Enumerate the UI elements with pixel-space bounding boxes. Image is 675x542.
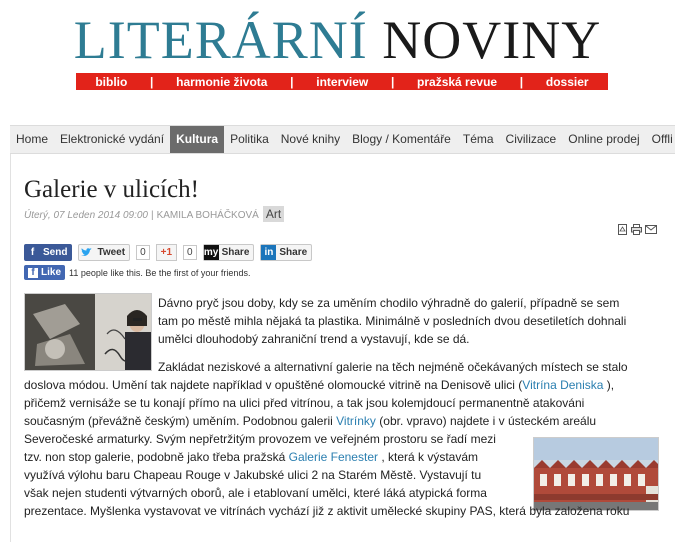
article-tools	[617, 222, 656, 233]
body-line-1: Dávno pryč jsou doby, kdy se za uměním chodilo výhradně do galerií, případně se sem	[158, 296, 620, 310]
meta-separator: |	[150, 210, 154, 221]
nav-tab-kultura[interactable]: Kultura	[170, 126, 224, 153]
gplus-icon[interactable]: +1	[156, 244, 177, 261]
link-vitrina-deniska[interactable]: Vitrína Deniska	[522, 378, 604, 392]
main-nav	[10, 125, 675, 154]
link-galerie-fenester[interactable]: Galerie Fenester	[288, 450, 378, 464]
my-icon: my	[203, 247, 219, 258]
link-vitrinky[interactable]: Vitrínky	[336, 414, 376, 428]
gplus-count: 0	[183, 245, 197, 260]
linkedin-share-label: Share	[279, 247, 308, 258]
body-line-5-text: doslova módou. Umění tak najdete například v opuštěné olomoucké vitrině na Denisově ulici (	[24, 378, 523, 392]
body-line-5	[24, 378, 614, 393]
my-share-button[interactable]	[203, 244, 255, 261]
print-icon[interactable]	[631, 222, 642, 233]
body-line-4: Zakládat neziskové a alternativní galerie na těch nejméně očekávaných místech se stalo	[158, 360, 628, 374]
facebook-icon: f	[25, 245, 40, 260]
pdf-icon[interactable]	[617, 222, 628, 233]
body-line-2: tam po městě mihla nějaká ta plastika. Minimálně v posledních dvou desetiletích dohnali	[158, 314, 627, 328]
body-line-12: prezentace. Myšlenka vystavovat ve vitrínách vychází již z aktivit umělecké skupiny PAS, která byla založena roku	[24, 504, 630, 518]
section-link-dossier[interactable]: dossier	[545, 74, 589, 89]
twitter-icon	[79, 245, 94, 260]
section-separator: |	[390, 74, 395, 89]
facebook-like-button[interactable]	[24, 265, 65, 280]
nav-tab-civilizace[interactable]: Civilizace	[505, 132, 557, 146]
facebook-like-row	[24, 265, 250, 280]
body-line-3: umělci dlouhodobý zahraniční trend a vystavují, kde se dá.	[158, 332, 470, 346]
section-separator: |	[150, 74, 154, 89]
body-line-6: přičemž vernisáže se tu konají přímo na ulici před vitrínou, a tak jsou kolemjdoucí permanentně atakováni	[24, 396, 585, 410]
my-share-label: Share	[221, 247, 250, 258]
article-image-woman[interactable]	[24, 293, 152, 371]
body-line-7-b: (obr. vpravo) najdete i v ústeckém areálu	[375, 414, 597, 428]
section-link-interview[interactable]: interview	[316, 74, 369, 89]
tweet-button[interactable]	[78, 244, 130, 261]
body-line-5-end: ),	[603, 378, 615, 392]
nav-tab-tema[interactable]: Téma	[462, 132, 494, 146]
body-line-8: Severočeské armaturky. Svým nepřetržitým provozem ve veřejném prostoru se řadí mezi	[24, 432, 496, 446]
body-line-10: využívá výlohu baru Chapeau Rouge v Jakubské ulici 2 na Starém Městě. Vystavují tu	[24, 468, 482, 482]
like-label: Like	[41, 267, 62, 278]
linkedin-icon: in	[261, 245, 276, 260]
article-date: Úterý, 07 Leden 2014 09:00	[24, 210, 148, 221]
article-category-badge[interactable]: Art	[263, 206, 284, 222]
logo-part-1: LITERÁRNÍ	[73, 10, 368, 70]
site-logo[interactable]	[0, 12, 675, 68]
nav-tab-offline[interactable]: Offli	[651, 132, 673, 146]
masthead	[0, 0, 675, 100]
social-bar	[24, 244, 312, 261]
nav-tab-online-prodej[interactable]: Online prodej	[568, 132, 640, 146]
linkedin-share-button[interactable]	[260, 244, 312, 261]
section-separator: |	[519, 74, 524, 89]
nav-tab-home[interactable]: Home	[16, 132, 49, 146]
article-image-building[interactable]	[533, 437, 659, 511]
article-author: KAMILA BOHÁČKOVÁ	[156, 210, 259, 221]
nav-tab-elektronicke-vydani[interactable]: Elektronické vydání	[60, 132, 165, 146]
tweet-label: Tweet	[97, 247, 126, 258]
nav-tab-blogy[interactable]: Blogy / Komentáře	[352, 132, 451, 146]
tweet-count: 0	[136, 245, 150, 260]
section-link-biblio[interactable]: biblio	[95, 74, 128, 89]
section-link-prazska-revue[interactable]: pražská revue	[417, 74, 498, 89]
section-bar	[76, 73, 608, 90]
body-line-7-a: současným (převážně českým) uměním. Podobnou galerii	[24, 414, 337, 428]
nav-tab-nove-knihy[interactable]: Nové knihy	[280, 132, 341, 146]
email-icon[interactable]	[645, 222, 656, 233]
like-count-text: 11 people like this. Be the first of your friends.	[69, 267, 251, 278]
section-link-harmonie[interactable]: harmonie života	[176, 74, 268, 89]
body-line-7	[24, 414, 596, 429]
facebook-like-icon: f	[28, 268, 38, 278]
logo-part-2: NOVINY	[382, 10, 602, 70]
facebook-send-label: Send	[43, 247, 68, 258]
body-line-9-a: tzv. non stop galerie, podobně jako třeba pražská	[24, 450, 289, 464]
article-title: Galerie v ulicích!	[24, 176, 199, 203]
nav-tab-politika[interactable]: Politika	[230, 132, 269, 146]
body-line-11: však nejen studenti výtvarných oborů, ale i etablovaní umělci, které láká atypická forma	[24, 486, 487, 500]
body-line-9	[24, 450, 478, 465]
body-line-9-b: , která k výstavám	[377, 450, 479, 464]
section-separator: |	[290, 74, 294, 89]
article-meta	[24, 207, 284, 221]
facebook-send-button[interactable]	[24, 244, 72, 261]
